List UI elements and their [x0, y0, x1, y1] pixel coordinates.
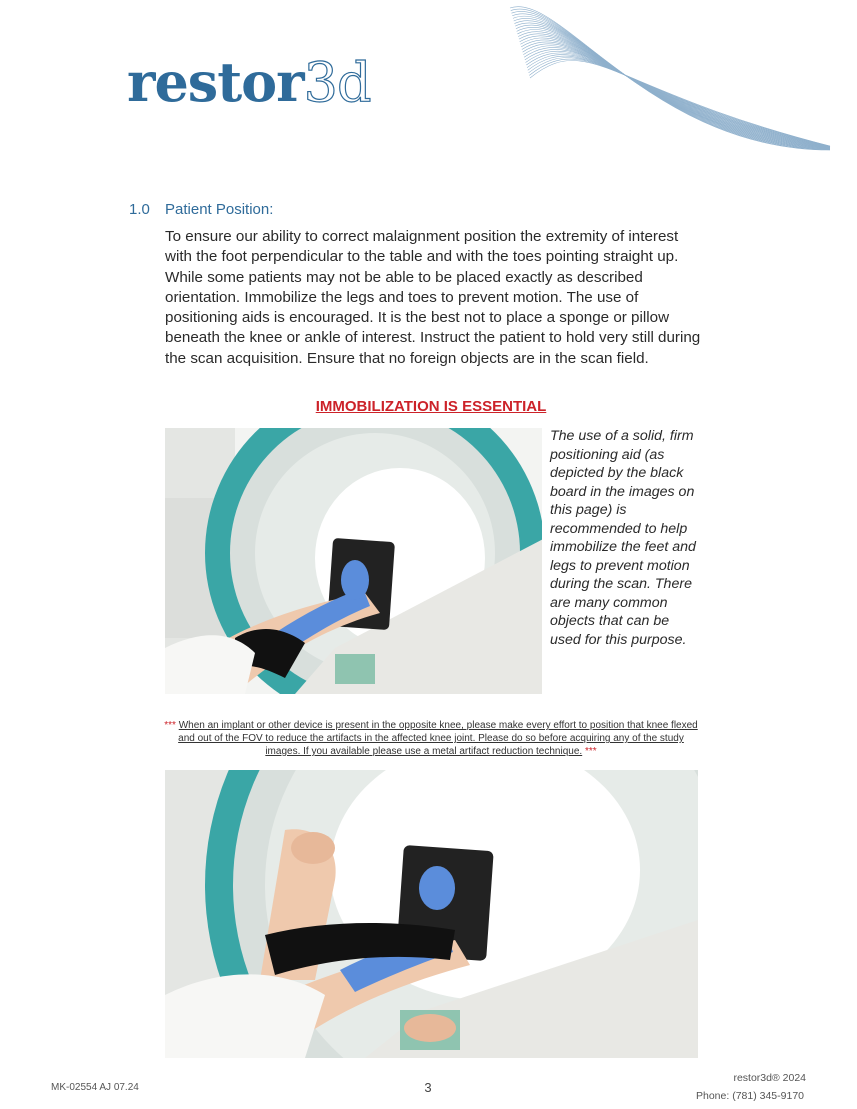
wave-line: [511, 9, 830, 150]
company-logo: [127, 52, 371, 112]
logo-text-solid: restor: [127, 50, 304, 114]
immobilization-heading: IMMOBILIZATION IS ESSENTIAL: [315, 398, 547, 415]
wave-line: [512, 14, 830, 150]
implant-warning-note: [163, 719, 699, 758]
page-number: 3: [424, 1080, 432, 1095]
wave-line: [516, 25, 830, 149]
wave-line: [517, 27, 830, 148]
wave-line: [520, 36, 830, 148]
decorative-wave-graphic: [500, 0, 857, 160]
note-stars-open: ***: [164, 720, 176, 731]
wave-line: [514, 21, 830, 150]
ct-scanner-illustration-1: [165, 428, 542, 694]
document-code: MK-02554 AJ 07.24: [51, 1082, 139, 1093]
section-title: Patient Position:: [165, 201, 274, 218]
note-stars-close: ***: [584, 746, 597, 757]
logo-text-outline: 3d: [303, 51, 371, 114]
section-body-paragraph: To ensure our ability to correct malaignment position the extremity of interest with the foot perpendicular to the table and with the toes pointing straight up. While some patients may not be able to be placed exactly as described orientation. Immobilize the legs and toes to prevent motion. The use of positioning aids is encouraged. It is the best not to place a sponge or pillow beneath the knee or ankle of interest. Instruct the patient to hold very still during the scan acquisition. Ensure that no foreign objects are in the scan field.: [165, 228, 701, 367]
figure-1-caption: The use of a solid, firm positioning aid (as depicted by the black board in the images on this page) is recommended to help immobilize the feet and legs to prevent motion during the scan. There are many common objects that can be used for this purpose.: [550, 428, 696, 648]
footer-phone: Phone: (781) 345-9170: [696, 1090, 804, 1102]
wave-line: [520, 38, 830, 148]
section-number: 1.0: [129, 201, 150, 218]
ct-scanner-illustration-2: [165, 770, 698, 1058]
wave-line: [519, 34, 830, 148]
note-text: When an implant or other device is present in the opposite knee, please make every effort to position that knee flexed and out of the FOV to reduce the artifacts in the affected knee joint. Please do so before acquiring any of the study images. If you available please use a metal artifact reduction technique.: [178, 720, 698, 757]
footer-copyright: restor3d® 2024: [733, 1072, 806, 1084]
